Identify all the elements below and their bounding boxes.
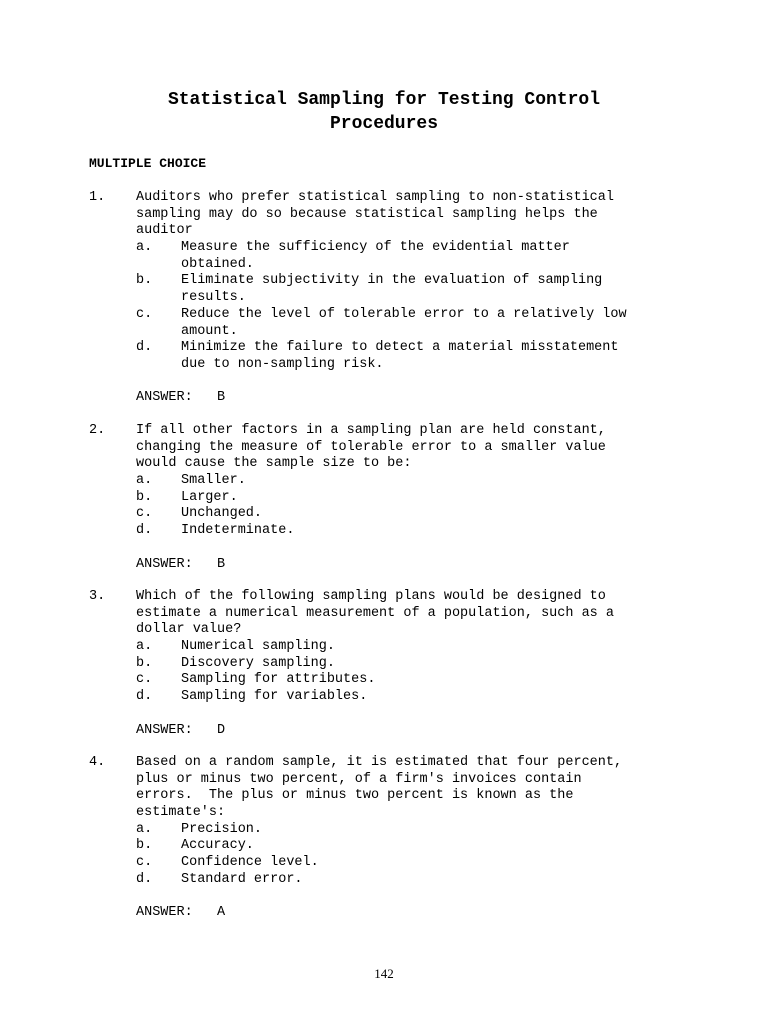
- answer-value: A: [217, 905, 226, 921]
- option-letter: d.: [136, 871, 153, 887]
- option-letter: b.: [136, 489, 153, 505]
- question-1: [0, 190, 768, 407]
- question-stem-line: plus or minus two percent, of a firm's invoices contain: [136, 771, 582, 787]
- option-text: Measure the sufficiency of the evidential matter: [181, 240, 570, 256]
- question-stem-line: errors. The plus or minus two percent is known as the: [136, 788, 574, 804]
- option-text: Sampling for attributes.: [181, 672, 376, 688]
- option-text: due to non-sampling risk.: [181, 356, 384, 372]
- answer-label: ANSWER:: [136, 390, 193, 406]
- question-number: 1.: [89, 190, 106, 205]
- option-text: Eliminate subjectivity in the evaluation of sampling: [181, 273, 603, 289]
- question-stem-line: Based on a random sample, it is estimated that four percent,: [136, 755, 623, 770]
- option-text: Indeterminate.: [181, 523, 295, 539]
- option-letter: d.: [136, 523, 153, 539]
- question-3: [0, 589, 768, 739]
- question-2: [0, 423, 768, 573]
- option-letter: b.: [136, 273, 153, 289]
- option-text: amount.: [181, 323, 238, 339]
- option-text: Minimize the failure to detect a material misstatement: [181, 340, 619, 356]
- option-text: Numerical sampling.: [181, 639, 335, 655]
- answer-value: B: [217, 556, 226, 572]
- option-letter: c.: [136, 506, 153, 522]
- option-letter: c.: [136, 306, 153, 322]
- option-text: Sampling for variables.: [181, 689, 368, 705]
- option-letter: d.: [136, 689, 153, 705]
- answer-label: ANSWER:: [136, 905, 193, 921]
- option-text: Discovery sampling.: [181, 655, 335, 671]
- section-heading: MULTIPLE CHOICE: [89, 156, 207, 171]
- option-letter: b.: [136, 655, 153, 671]
- option-letter: b.: [136, 838, 153, 854]
- option-letter: a.: [136, 821, 153, 837]
- question-stem-line: If all other factors in a sampling plan are held constant,: [136, 423, 606, 438]
- question-stem-line: auditor: [136, 223, 193, 239]
- question-number: 3.: [89, 589, 106, 604]
- answer-label: ANSWER:: [136, 556, 193, 572]
- option-letter: a.: [136, 639, 153, 655]
- option-text: Reduce the level of tolerable error to a relatively low: [181, 306, 627, 322]
- option-text: Confidence level.: [181, 855, 319, 871]
- question-stem-line: estimate a numerical measurement of a population, such as a: [136, 605, 614, 621]
- option-letter: d.: [136, 340, 153, 356]
- answer-line: [0, 723, 768, 740]
- option-letter: a.: [136, 240, 153, 256]
- question-4: [0, 755, 768, 922]
- page-title: [0, 88, 768, 136]
- question-stem-line: estimate's:: [136, 805, 226, 821]
- option-text: Larger.: [181, 489, 238, 505]
- page-number: 142: [374, 966, 394, 981]
- option-text: Smaller.: [181, 473, 246, 489]
- option-text: obtained.: [181, 256, 254, 272]
- option-text: Unchanged.: [181, 506, 263, 522]
- answer-value: B: [217, 390, 226, 406]
- option-text: Precision.: [181, 821, 263, 837]
- option-text: Standard error.: [181, 871, 303, 887]
- title-line-1: Statistical Sampling for Testing Control: [167, 90, 601, 110]
- answer-line: [0, 390, 768, 407]
- question-stem-line: Auditors who prefer statistical sampling to non-statistical: [136, 190, 614, 205]
- answer-value: D: [217, 722, 226, 738]
- question-stem-line: sampling may do so because statistical sampling helps the: [136, 206, 598, 222]
- option-text: Accuracy.: [181, 838, 254, 854]
- question-stem-line: dollar value?: [136, 622, 242, 638]
- option-letter: a.: [136, 473, 153, 489]
- question-stem-line: Which of the following sampling plans would be designed to: [136, 589, 606, 604]
- question-number: 4.: [89, 755, 106, 770]
- question-number: 2.: [89, 423, 106, 438]
- option-letter: c.: [136, 855, 153, 871]
- option-text: results.: [181, 290, 246, 306]
- answer-label: ANSWER:: [136, 722, 193, 738]
- option-letter: c.: [136, 672, 153, 688]
- title-line-2: Procedures: [329, 114, 439, 134]
- question-stem-line: would cause the sample size to be:: [136, 456, 412, 472]
- answer-line: [0, 905, 768, 922]
- answer-line: [0, 557, 768, 574]
- question-stem-line: changing the measure of tolerable error to a smaller value: [136, 439, 606, 455]
